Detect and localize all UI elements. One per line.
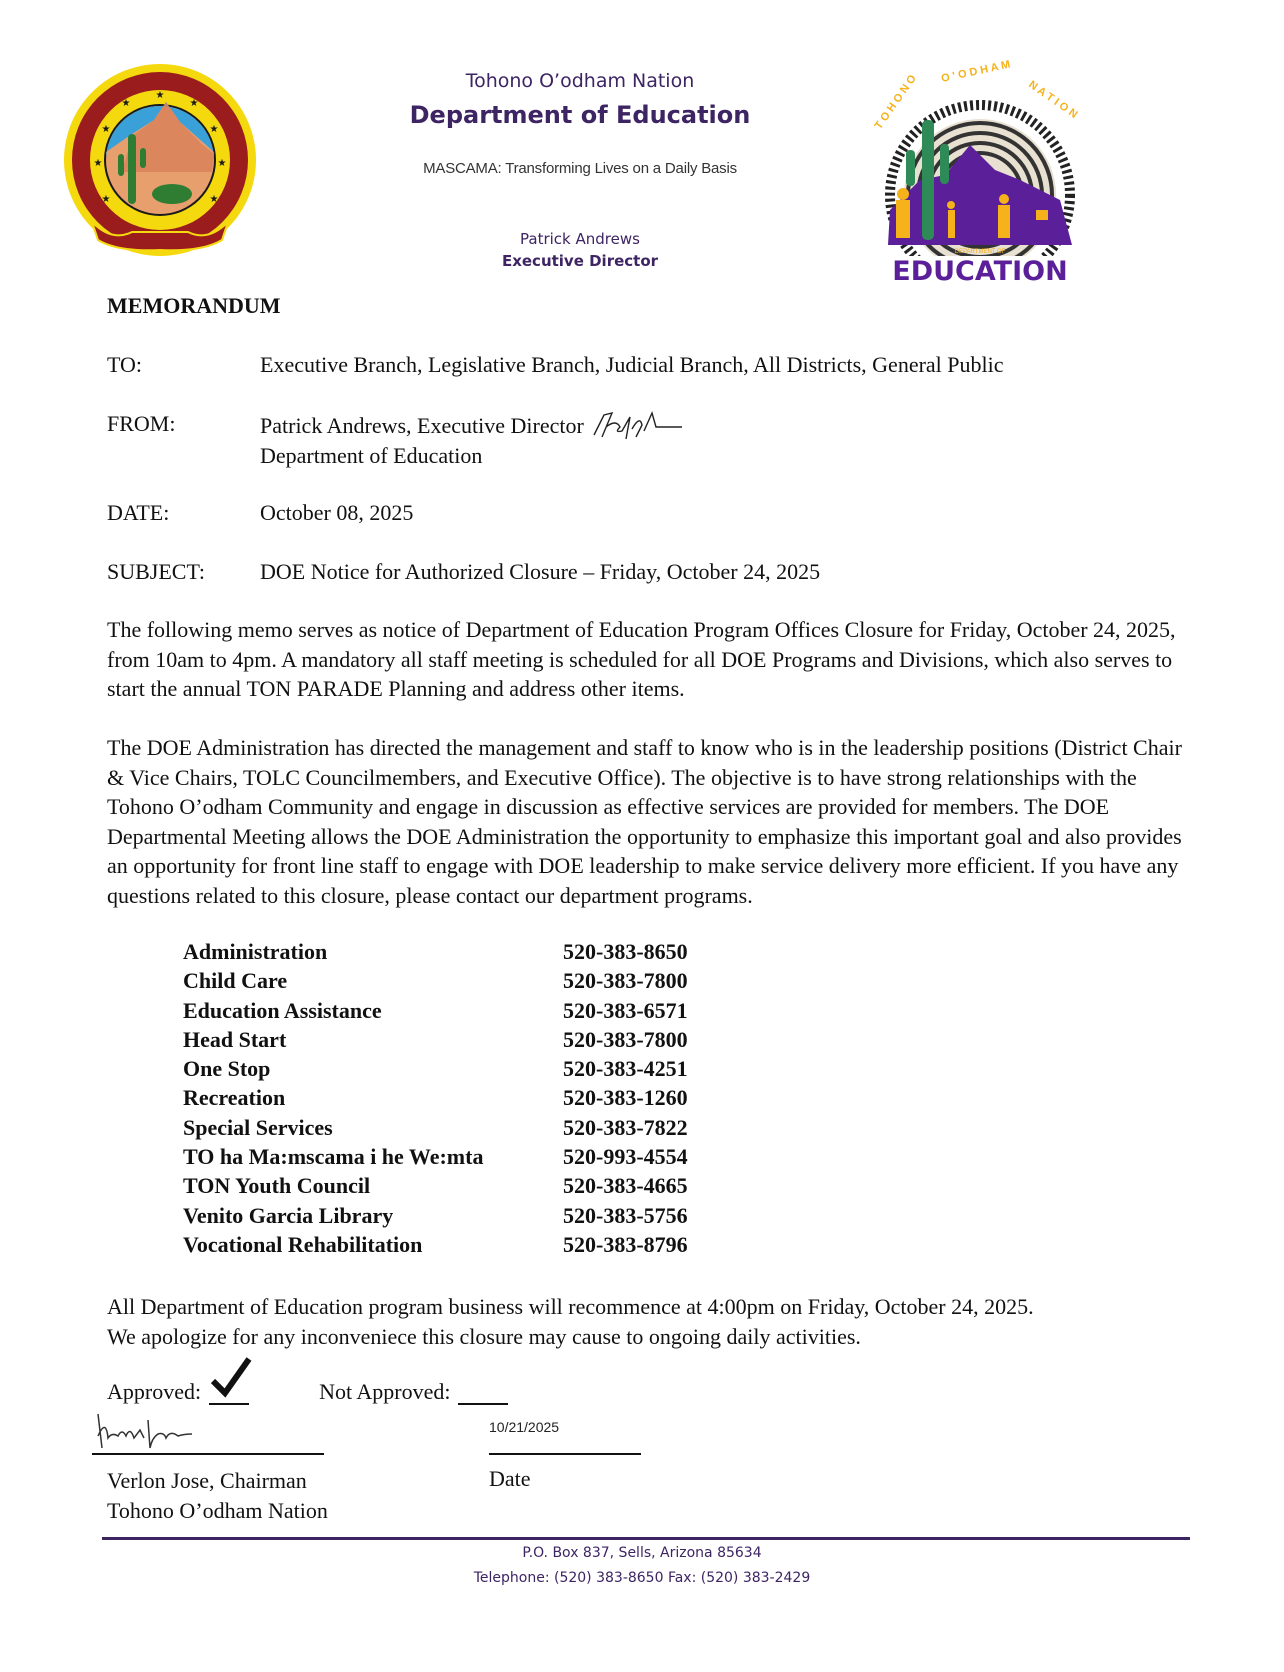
- contact-row: [183, 937, 688, 966]
- paragraph-recommence: [107, 1292, 1197, 1351]
- signer-block: [107, 1466, 328, 1526]
- education-department-logo: [860, 60, 1100, 285]
- date-line: [489, 1453, 641, 1455]
- paragraph-leadership: The DOE Administration has directed the management and staff to know who is in the leadership positions (District Chair & Vice Chairs, TOLC Councilmembers, and Executive Office). The objective is to have strong relationships with the Tohono O’odham Community and engage in discussion as effective services are provided for members. The DOE Departmental Meeting allows the DOE Administration the opportunity to emphasize this important goal and also provides an opportunity for front line staff to engage with DOE leadership to make service delivery more efficient. If you have any questions related to this closure, please contact our department programs.: [107, 735, 1182, 908]
- program-name: Recreation: [183, 1085, 286, 1111]
- signature-line: [92, 1453, 324, 1455]
- program-name: TO ha Ma:mscama i he We:mta: [183, 1144, 484, 1170]
- svg-text:T O H O N O: T O H O N O: [872, 72, 919, 132]
- svg-text:EDUCATION: EDUCATION: [892, 256, 1068, 285]
- contact-row: [183, 1201, 688, 1230]
- svg-text:N A T I O N: N A T I O N: [1026, 78, 1080, 121]
- apology-line: We apologize for any inconveniece this closure may cause to ongoing daily activities.: [107, 1323, 861, 1349]
- program-name: Vocational Rehabilitation: [183, 1231, 423, 1257]
- signer-org: Tohono O’odham Nation: [107, 1498, 328, 1523]
- program-phone: 520-383-4665: [563, 1173, 688, 1199]
- from-label: FROM:: [107, 411, 176, 436]
- contact-row: [183, 1113, 688, 1142]
- contact-row: [183, 1083, 688, 1112]
- program-phone: 520-383-6571: [563, 997, 688, 1023]
- svg-text:★: ★: [217, 158, 227, 169]
- program-name: TON Youth Council: [183, 1173, 371, 1199]
- not-approved-field[interactable]: [458, 1379, 508, 1405]
- checkmark-icon: [209, 1355, 253, 1399]
- program-phone: 520-993-4554: [563, 1144, 688, 1170]
- footer-divider: [102, 1537, 1190, 1540]
- chairman-signature: [92, 1408, 212, 1457]
- motto: MASCAMA: Transforming Lives on a Daily Basis: [423, 160, 737, 177]
- from-name: Patrick Andrews, Executive Director: [260, 412, 584, 438]
- contact-row: [183, 1171, 688, 1200]
- program-name: Special Services: [183, 1114, 333, 1140]
- to-label: TO:: [107, 352, 143, 377]
- svg-text:★: ★: [189, 98, 199, 109]
- director-name: Patrick Andrews: [520, 230, 640, 248]
- nation-name: Tohono O’odham Nation: [465, 70, 695, 92]
- program-phone: 520-383-1260: [563, 1085, 688, 1111]
- contact-row: [183, 1142, 688, 1171]
- program-phone: 520-383-5756: [563, 1202, 688, 1228]
- program-name: Education Assistance: [183, 997, 382, 1023]
- svg-text:★: ★: [155, 90, 165, 101]
- svg-text:★: ★: [93, 158, 103, 169]
- recommence-line: All Department of Education program business will recommence at 4:00pm on Friday, October 24, 2025.: [107, 1294, 1034, 1319]
- subject-label: SUBJECT:: [107, 559, 205, 584]
- memo-title: MEMORANDUM: [107, 293, 281, 318]
- program-name: One Stop: [183, 1056, 271, 1082]
- nation-seal-logo: [62, 62, 258, 258]
- paragraph-closure-notice: The following memo serves as notice of Department of Education Program Offices Closure for Friday, October 24, 2025, from 10am to 4pm. A mandatory all staff meeting is scheduled for all DOE Programs and Divisions, which also serves to start the annual TON PARADE Planning and address other items.: [107, 617, 1176, 701]
- program-name: Child Care: [183, 968, 288, 994]
- svg-text:★: ★: [101, 124, 111, 135]
- program-phone: 520-383-7800: [563, 1026, 688, 1052]
- program-name: Head Start: [183, 1026, 287, 1052]
- from-value: [260, 409, 685, 470]
- svg-text:★: ★: [121, 98, 131, 109]
- program-phone: 520-383-8796: [563, 1231, 688, 1257]
- date-caption: Date: [489, 1466, 531, 1491]
- footer-address: P.O. Box 837, Sells, Arizona 85634: [522, 1545, 762, 1561]
- svg-text:★: ★: [209, 124, 219, 135]
- program-contact-list: [183, 937, 688, 1259]
- director-title: Executive Director: [501, 252, 659, 270]
- approval-row: [107, 1377, 508, 1405]
- program-phone: 520-383-4251: [563, 1056, 688, 1082]
- signer-name: Verlon Jose, Chairman: [107, 1468, 307, 1493]
- approved-label: Approved:: [107, 1379, 202, 1404]
- program-phone: 520-383-8650: [563, 939, 688, 964]
- subject-value: DOE Notice for Authorized Closure – Friday, October 24, 2025: [260, 559, 821, 584]
- date-label: DATE:: [107, 500, 170, 525]
- svg-text:★: ★: [209, 194, 219, 205]
- not-approved-label: Not Approved:: [319, 1379, 451, 1404]
- svg-text:O ' O D H A M: O ' O D H A M: [940, 60, 1012, 85]
- footer-contact: Telephone: (520) 383-8650 Fax: (520) 383-2429: [473, 1570, 811, 1586]
- approved-field[interactable]: [209, 1377, 249, 1405]
- department-name: Department of Education: [409, 101, 751, 129]
- from-department: Department of Education: [260, 443, 483, 468]
- director-signature-icon: [590, 409, 685, 441]
- program-phone: 520-383-7800: [563, 968, 688, 994]
- contact-row: [183, 1230, 688, 1259]
- chairman-signature-icon: [92, 1408, 212, 1452]
- contact-row: [183, 1025, 688, 1054]
- contact-row: [183, 1054, 688, 1083]
- to-value: Executive Branch, Legislative Branch, Judicial Branch, All Districts, General Public: [260, 352, 1004, 377]
- program-phone: 520-383-7822: [563, 1114, 688, 1140]
- date-value: October 08, 2025: [260, 500, 414, 525]
- svg-text:★: ★: [101, 194, 111, 205]
- svg-text:DEPARTMENT OF: DEPARTMENT OF: [954, 249, 1006, 255]
- signed-date: 10/21/2025: [489, 1419, 560, 1435]
- contact-row: [183, 996, 688, 1025]
- education-logo-icon: [860, 60, 1100, 285]
- program-name: Administration: [183, 939, 328, 964]
- contact-row: [183, 966, 688, 995]
- program-name: Venito Garcia Library: [183, 1202, 394, 1228]
- seal-icon: [62, 62, 258, 258]
